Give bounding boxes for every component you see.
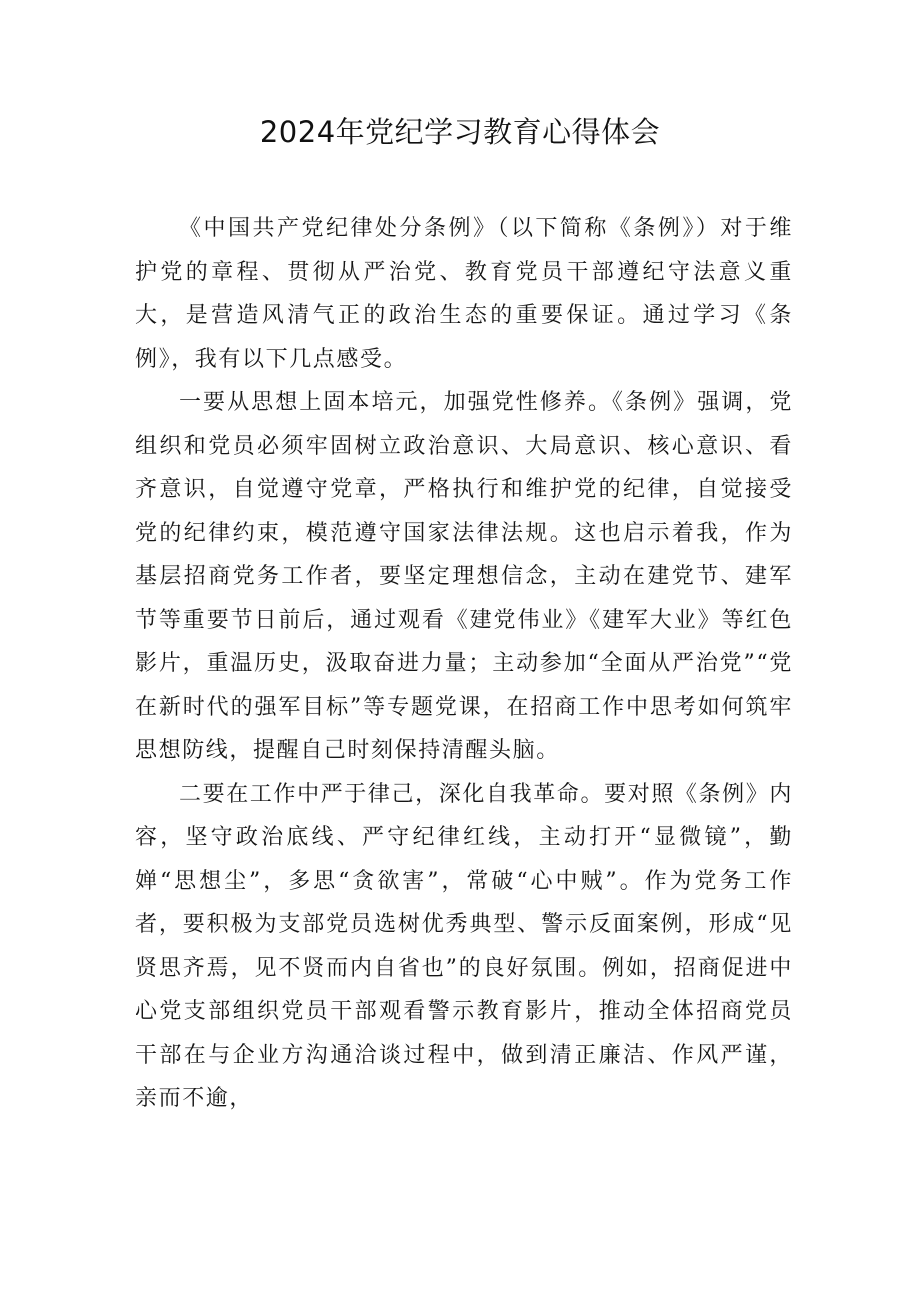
document-body <box>135 207 793 1121</box>
paragraph-intro: 《中国共产党纪律处分条例》（以下简称《条例》）对于维护党的章程、贯彻从严治党、教育党员干部遵纪守法意义重大，是营造风清气正的政治生态的重要保证。通过学习《条例》，我有以下几点感受。 <box>135 216 793 372</box>
paragraph-point-two: 二要在工作中严于律己，深化自我革命。要对照《条例》内容，坚守政治底线、严守纪律红线，主动打开“显微镜”，勤婵“思想尘”，多思“贪欲害”，常破“心中贼”。作为党务工作者，要积极为支部党员选树优秀典型、警示反面案例，形成“见贤思齐焉，见不贤而内自省也”的良好氛围。例如，招商促进中心党支部组织党员干部观看警示教育影片，推动全体招商党员干部在与企业方沟通洽谈过程中，做到清正廉洁、作风严谨，亲而不逾， <box>135 781 793 1111</box>
paragraph-point-one: 一要从思想上固本培元，加强党性修养。《条例》强调，党组织和党员必须牢固树立政治意识、大局意识、核心意识、看齐意识，自觉遵守党章，严格执行和维护党的纪律，自觉接受党的纪律约束，模范遵守国家法律法规。这也启示着我，作为基层招商党务工作者，要坚定理想信念，主动在建党节、建军节等重要节日前后，通过观看《建党伟业》《建军大业》等红色影片，重温历史，汲取奋进力量；主动参加“全面从严治党”“党在新时代的强军目标”等专题党课，在招商工作中思考如何筑牢思想防线，提醒自己时刻保持清醒头脑。 <box>135 390 793 763</box>
document-title: 2024年党纪学习教育心得体会 <box>259 115 661 149</box>
